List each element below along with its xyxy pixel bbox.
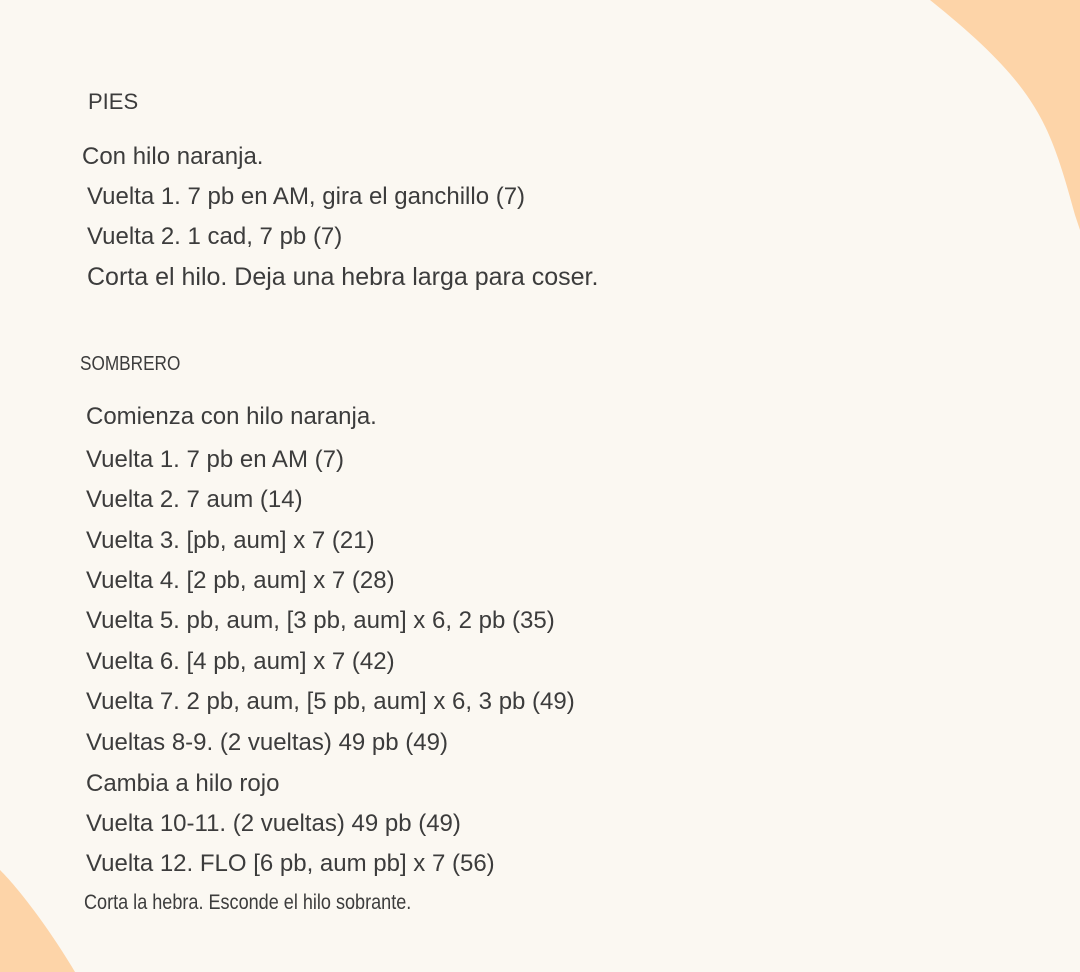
instruction-line: Vuelta 2. 1 cad, 7 pb (7): [87, 223, 343, 250]
instruction-line: Vuelta 5. pb, aum, [3 pb, aum] x 6, 2 pb (35): [86, 607, 555, 634]
instruction-line: Cambia a hilo rojo: [86, 770, 280, 797]
instruction-line: Vuelta 7. 2 pb, aum, [5 pb, aum] x 6, 3 pb (49): [86, 688, 575, 715]
instruction-line: Vuelta 10-11. (2 vueltas) 49 pb (49): [86, 810, 461, 837]
instruction-line: Con hilo naranja.: [82, 143, 264, 170]
instruction-line: Corta la hebra. Esconde el hilo sobrante.: [84, 891, 412, 914]
instruction-line: Vueltas 8-9. (2 vueltas) 49 pb (49): [86, 729, 448, 756]
instruction-line: Vuelta 1. 7 pb en AM, gira el ganchillo (7): [87, 183, 526, 210]
instruction-line: Vuelta 4. [2 pb, aum] x 7 (28): [86, 567, 395, 594]
instruction-line: Corta el hilo. Deja una hebra larga para coser.: [87, 263, 599, 291]
instruction-line: Vuelta 6. [4 pb, aum] x 7 (42): [86, 648, 395, 675]
instruction-line: Vuelta 3. [pb, aum] x 7 (21): [86, 527, 375, 554]
instruction-line: Vuelta 2. 7 aum (14): [86, 486, 303, 513]
section-title-pies: PIES: [88, 89, 139, 114]
instruction-line: Vuelta 12. FLO [6 pb, aum pb] x 7 (56): [86, 850, 495, 877]
section-title-sombrero: SOMBRERO: [80, 353, 181, 375]
instruction-line: Comienza con hilo naranja.: [86, 403, 377, 430]
instruction-line: Vuelta 1. 7 pb en AM (7): [86, 446, 344, 473]
